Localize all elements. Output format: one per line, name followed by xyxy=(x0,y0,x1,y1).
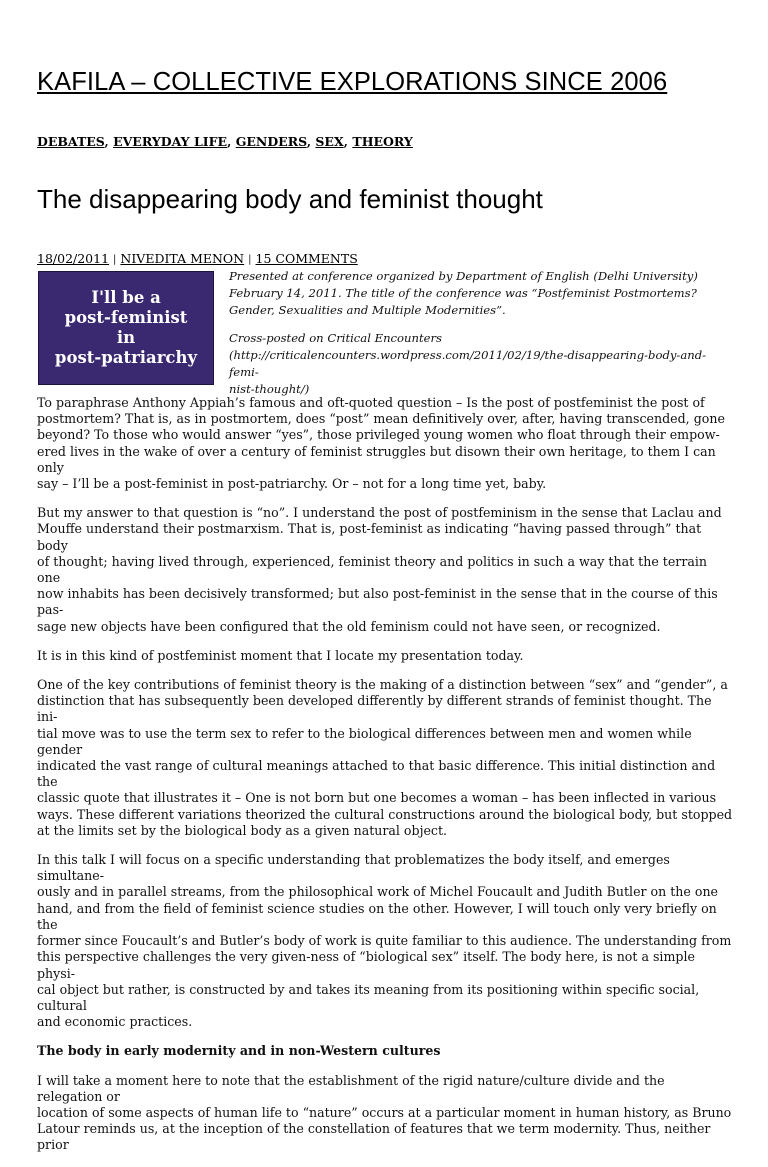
comments-link[interactable]: 15 COMMENTS xyxy=(255,251,358,266)
post-title: The disappearing body and feminist thought xyxy=(37,184,543,214)
poster-line: post-patriarchy xyxy=(54,348,198,367)
note-line: Gender, Sexualities and Multiple Modernities”. xyxy=(229,303,506,317)
note-line: February 14, 2011. The title of the conference was “Postfeminist Postmortems? xyxy=(229,286,697,300)
paragraph: It is in this kind of postfeminist moment that I locate my presentation today. xyxy=(37,647,524,663)
meta-separator: | xyxy=(248,254,252,265)
paragraph: To paraphrase Anthony Appiah’s famous and oft-quoted question – Is the post of postfeminist the post of postmortem? That is, as in postmortem, does “post” mean definitively over, after, having transcended, gone beyond? To those who would answer “yes”, those privileged young women who float through their empow- ered lives in the wake of over a century of feminist struggles but disown their own heritage, to them I can only say – I’ll be a post-feminist in post-patriarchy. Or – not for a long time yet, baby. xyxy=(37,395,725,492)
post-date-link[interactable]: 18/02/2011 xyxy=(37,251,110,266)
poster-line: in xyxy=(116,328,136,347)
paragraph: One of the key contributions of feminist theory is the making of a distinction between “sex” and “gender”, a distinction that has subsequently been developed differently by different strands of feminist thought. The ini- tial move was to use the term sex to refer to the biological differences between men and women while gender indicated the vast range of cultural meanings attached to that basic difference. This initial distinction and the classic quote that illustrates it – One is not born but one becomes a woman – has been inflected in various ways. These different variations theorized the cultural constructions around the biological body, but stopped at the limits set by the biological body as a given natural object. xyxy=(37,677,733,838)
category-link-theory[interactable]: THEORY xyxy=(352,134,413,149)
category-link-debates[interactable]: DEBATES xyxy=(37,134,105,149)
note-line: Cross-posted on Critical Encounters xyxy=(229,331,442,345)
note-line: (http://criticalencounters.wordpress.com/2011/02/19/the-disappearing-body-and-femi- xyxy=(229,348,707,379)
poster-line: post-feminist xyxy=(64,308,188,327)
category-link-sex[interactable]: SEX xyxy=(315,134,344,149)
section-heading: The body in early modernity and in non-Western cultures xyxy=(37,1043,441,1059)
category-link-everyday-life[interactable]: EVERYDAY LIFE xyxy=(113,134,227,149)
author-link[interactable]: NIVEDITA MENON xyxy=(120,251,245,266)
meta-separator: | xyxy=(113,254,117,265)
poster-line: I'll be a xyxy=(91,288,161,307)
site-title[interactable]: KAFILA – COLLECTIVE EXPLORATIONS SINCE 2006 xyxy=(37,68,668,96)
note-line: nist-thought/) xyxy=(229,382,310,396)
article-body xyxy=(37,395,733,1167)
category-link-genders[interactable]: GENDERS xyxy=(235,134,307,149)
note-line: Presented at conference organized by Department of English (Delhi University) xyxy=(229,269,698,283)
category-list: DEBATES, EVERYDAY LIFE, GENDERS, SEX, THEORY xyxy=(37,134,413,149)
paragraph: I will take a moment here to note that the establishment of the rigid nature/culture divide and the relegation or location of some aspects of human life to “nature” occurs at a particular moment in human history, as Bruno Latour reminds us, at the inception of the constellation of features that we term modernity. Thus, neither prior xyxy=(37,1072,732,1153)
post-meta xyxy=(37,251,358,266)
poster-image xyxy=(38,271,214,385)
paragraph: But my answer to that question is “no”. I understand the post of postfeminism in the sense that Laclau and Mouffe understand their postmarxism. That is, post-feminist as indicating “having passed through” that body of thought; having lived through, experienced, feminist theory and politics in such a way that the terrain one now inhabits has been decisively transformed; but also post-feminist in the sense that in the course of this pas- sage new objects have been configured that the old feminism could not have seen, or recognized. xyxy=(37,505,722,634)
presentation-note xyxy=(229,268,729,398)
paragraph: In this talk I will focus on a specific understanding that problematizes the body itself, and emerges simultane- ously and in parallel streams, from the philosophical work of Michel Foucault and Judith Butler on the one hand, and from the field of feminist science studies on the other. However, I will touch only very briefly on the former since Foucault’s and Butler’s body of work is quite familiar to this audience. The understanding from this perspective challenges the very given-ness of “biological sex” itself. The body here, is not a simple physi- cal object but rather, is constructed by and takes its meaning from its positioning within specific social, cultural and economic practices. xyxy=(37,852,732,1030)
